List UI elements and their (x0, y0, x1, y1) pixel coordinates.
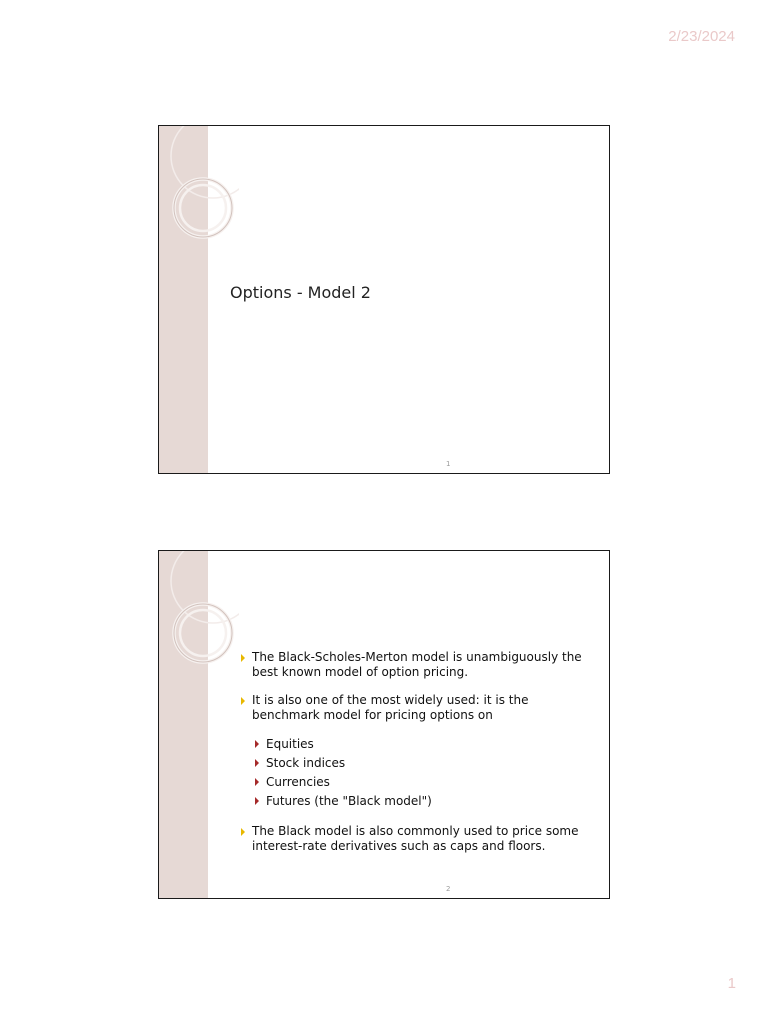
bullet-text: The Black-Scholes-Merton model is unambiguously the best known model of option pricing. (252, 650, 582, 679)
sub-bullet-item: Futures (the "Black model") (255, 792, 591, 811)
bullet-text: The Black model is also commonly used to price some interest-rate derivatives such as caps and floors. (252, 824, 579, 853)
slide-title: Options - Model 2 (230, 283, 371, 302)
bullet-list (241, 650, 591, 867)
bullet-item (241, 824, 591, 854)
page-date: 2/23/2024 (668, 28, 735, 45)
sub-bullet-item: Stock indices (255, 754, 591, 773)
slide-number: 2 (446, 885, 451, 893)
slide-1 (158, 125, 610, 474)
bullet-item (241, 650, 591, 680)
sub-bullet-item: Equities (255, 735, 591, 754)
bullet-item (241, 693, 591, 811)
decorative-circles-icon (159, 126, 239, 266)
sub-bullet-list (255, 735, 591, 811)
slide-number: 1 (446, 460, 451, 468)
slide-2 (158, 550, 610, 899)
page-number: 1 (727, 975, 736, 992)
bullet-text: It is also one of the most widely used: it is the benchmark model for pricing options on (252, 693, 529, 722)
decorative-circles-icon (159, 551, 239, 691)
sub-bullet-item: Currencies (255, 773, 591, 792)
